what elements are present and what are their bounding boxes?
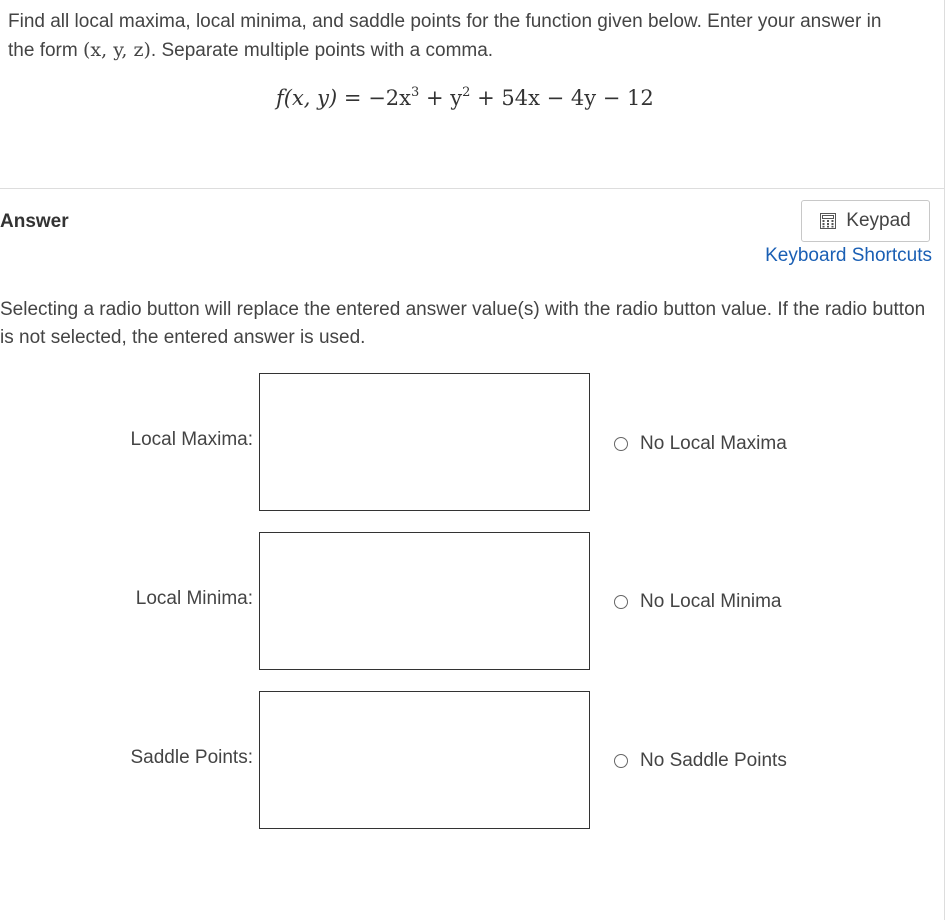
formula-lhs: f(x, y) — [276, 86, 338, 110]
formula-equals: = — [343, 86, 362, 110]
keypad-button[interactable] — [801, 200, 930, 242]
answer-heading: Answer — [0, 211, 69, 232]
question-line-1: Find all local maxima, local minima, and saddle points for the function given below. Enter your answer in — [8, 11, 882, 32]
question-text — [8, 8, 928, 65]
no-local-minima-label: No Local Minima — [640, 591, 782, 612]
local-maxima-input[interactable] — [259, 373, 590, 511]
no-local-maxima-option[interactable] — [614, 433, 787, 455]
local-maxima-label: Local Maxima: — [130, 429, 253, 450]
formula-term-2: + y — [425, 86, 463, 110]
answer-form-math: (x, y, z) — [82, 39, 151, 61]
formula-term-2-exponent: 2 — [462, 85, 471, 100]
radio-instructions: Selecting a radio button will replace the entered answer value(s) with the radio button value. If the radio button is not selected, the entered answer is used. — [0, 299, 926, 348]
no-local-minima-radio[interactable] — [614, 595, 628, 609]
local-minima-input[interactable] — [259, 532, 590, 670]
keypad-button-label: Keypad — [846, 210, 911, 231]
no-local-minima-option[interactable] — [614, 591, 782, 613]
saddle-points-input[interactable] — [259, 691, 590, 829]
local-minima-label: Local Minima: — [135, 588, 253, 609]
keyboard-shortcuts-link[interactable]: Keyboard Shortcuts — [765, 245, 932, 266]
no-saddle-points-option[interactable] — [614, 750, 787, 772]
calculator-icon — [820, 213, 836, 229]
no-local-maxima-radio[interactable] — [614, 437, 628, 451]
no-saddle-points-radio[interactable] — [614, 754, 628, 768]
formula-term-3: + 54x − 4y − 12 — [477, 86, 654, 110]
question-line-2-suffix: . Separate multiple points with a comma. — [150, 40, 494, 61]
formula-term-1-exponent: 3 — [411, 85, 420, 100]
saddle-points-label: Saddle Points: — [130, 747, 253, 768]
no-local-maxima-label: No Local Maxima — [640, 433, 787, 454]
question-line-2-prefix: the form — [8, 40, 83, 61]
section-divider — [0, 188, 944, 189]
formula-term-1: −2x — [368, 86, 412, 110]
right-border — [944, 0, 945, 920]
no-saddle-points-label: No Saddle Points — [640, 750, 787, 771]
function-formula — [276, 86, 654, 110]
